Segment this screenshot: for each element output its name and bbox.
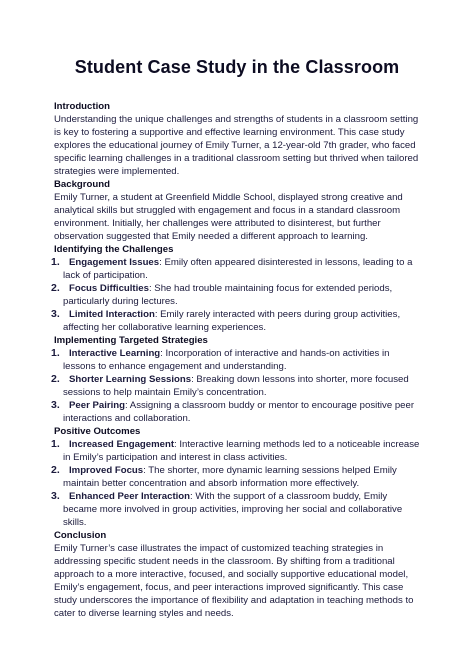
list-item [51,282,420,308]
item-text: : Assigning a classroom buddy or mentor to encourage positive peer interactions and collaboration. [63,400,415,424]
section-heading: Background [54,179,110,190]
item-label: Engagement Issues [69,257,160,268]
section-introduction [54,100,420,178]
list-number: 1. [51,256,60,268]
numbered-list [51,438,420,529]
item-label: Increased Engagement [69,439,175,450]
list-item [51,438,420,464]
list-item [51,399,420,425]
item-text: : Incorporation of interactive and hands-on activities in lessons to enhance engagement and understanding. [63,348,390,372]
section-body: Understanding the unique challenges and strengths of students in a classroom setting is key to fostering a supportive and effective learning environment. This case study explores the educational journey of Emily Turner, a 12-year-old 7th grader, who faced specific learning challenges in a traditional classroom setting but thrived when tailored strategies were implemented. [54,114,419,177]
item-label: Limited Interaction [69,309,155,320]
section-heading: Identifying the Challenges [54,244,174,255]
item-text: : She had trouble maintaining focus for extended periods, particularly during lectures. [63,283,393,307]
item-text: : Emily rarely interacted with peers during group activities, affecting her collaborative learning experiences. [63,309,401,333]
item-label: Peer Pairing [69,400,125,411]
list-item [51,464,420,490]
section-heading: Introduction [54,101,110,112]
section-body: Emily Turner, a student at Greenfield Middle School, displayed strong creative and analytical skills but struggled with engagement and focus in a standard classroom environment. Initially, her challenges were attributed to disinterest, but further observation suggested that Emily needed a different approach to learning. [54,192,403,242]
list-number: 3. [51,308,60,320]
list-number: 2. [51,373,60,385]
list-item [51,373,420,399]
item-label: Shorter Learning Sessions [69,374,192,385]
item-label: Improved Focus [69,465,144,476]
list-item [51,347,420,373]
section-heading: Implementing Targeted Strategies [54,335,208,346]
section-strategies [51,334,420,425]
section-heading: Conclusion [54,530,107,541]
item-text: : Breaking down lessons into shorter, more focused sessions to help maintain Emily’s concentration. [63,374,409,398]
list-number: 2. [51,282,60,294]
section-heading: Positive Outcomes [54,426,141,437]
item-label: Interactive Learning [69,348,161,359]
page-title: Student Case Study in the Classroom [74,57,400,77]
section-conclusion [54,529,420,620]
list-number: 1. [51,438,60,450]
item-label: Focus Difficulties [69,283,149,294]
numbered-list [51,347,420,425]
list-number: 3. [51,490,60,502]
item-text: : The shorter, more dynamic learning sessions helped Emily maintain better concentration and absorb information more effectively. [63,465,397,489]
section-outcomes [51,425,420,529]
list-number: 2. [51,464,60,476]
list-number: 1. [51,347,60,359]
list-item [51,490,420,529]
list-number: 3. [51,399,60,411]
numbered-list [51,256,420,334]
section-challenges [51,243,420,334]
item-text: : Interactive learning methods led to a noticeable increase in Emily’s participation and interest in class activities. [63,439,420,463]
item-text: : Emily often appeared disinterested in lessons, leading to a lack of participation. [63,257,413,281]
list-item [51,256,420,282]
section-body: Emily Turner’s case illustrates the impact of customized teaching strategies in addressing specific student needs in the classroom. By shifting from a traditional approach to a more interactive, focused, and socially supportive educational model, Emily’s engagement, focus, and peer interactions improved significantly. This case study underscores the importance of flexibility and adaptation in teaching methods to cater to diverse learning styles and needs. [54,543,414,619]
item-label: Enhanced Peer Interaction [69,491,191,502]
list-item [51,308,420,334]
item-text: : With the support of a classroom buddy, Emily became more involved in group activities, improving her social and collaborative skills. [63,491,403,528]
section-background [54,178,420,243]
